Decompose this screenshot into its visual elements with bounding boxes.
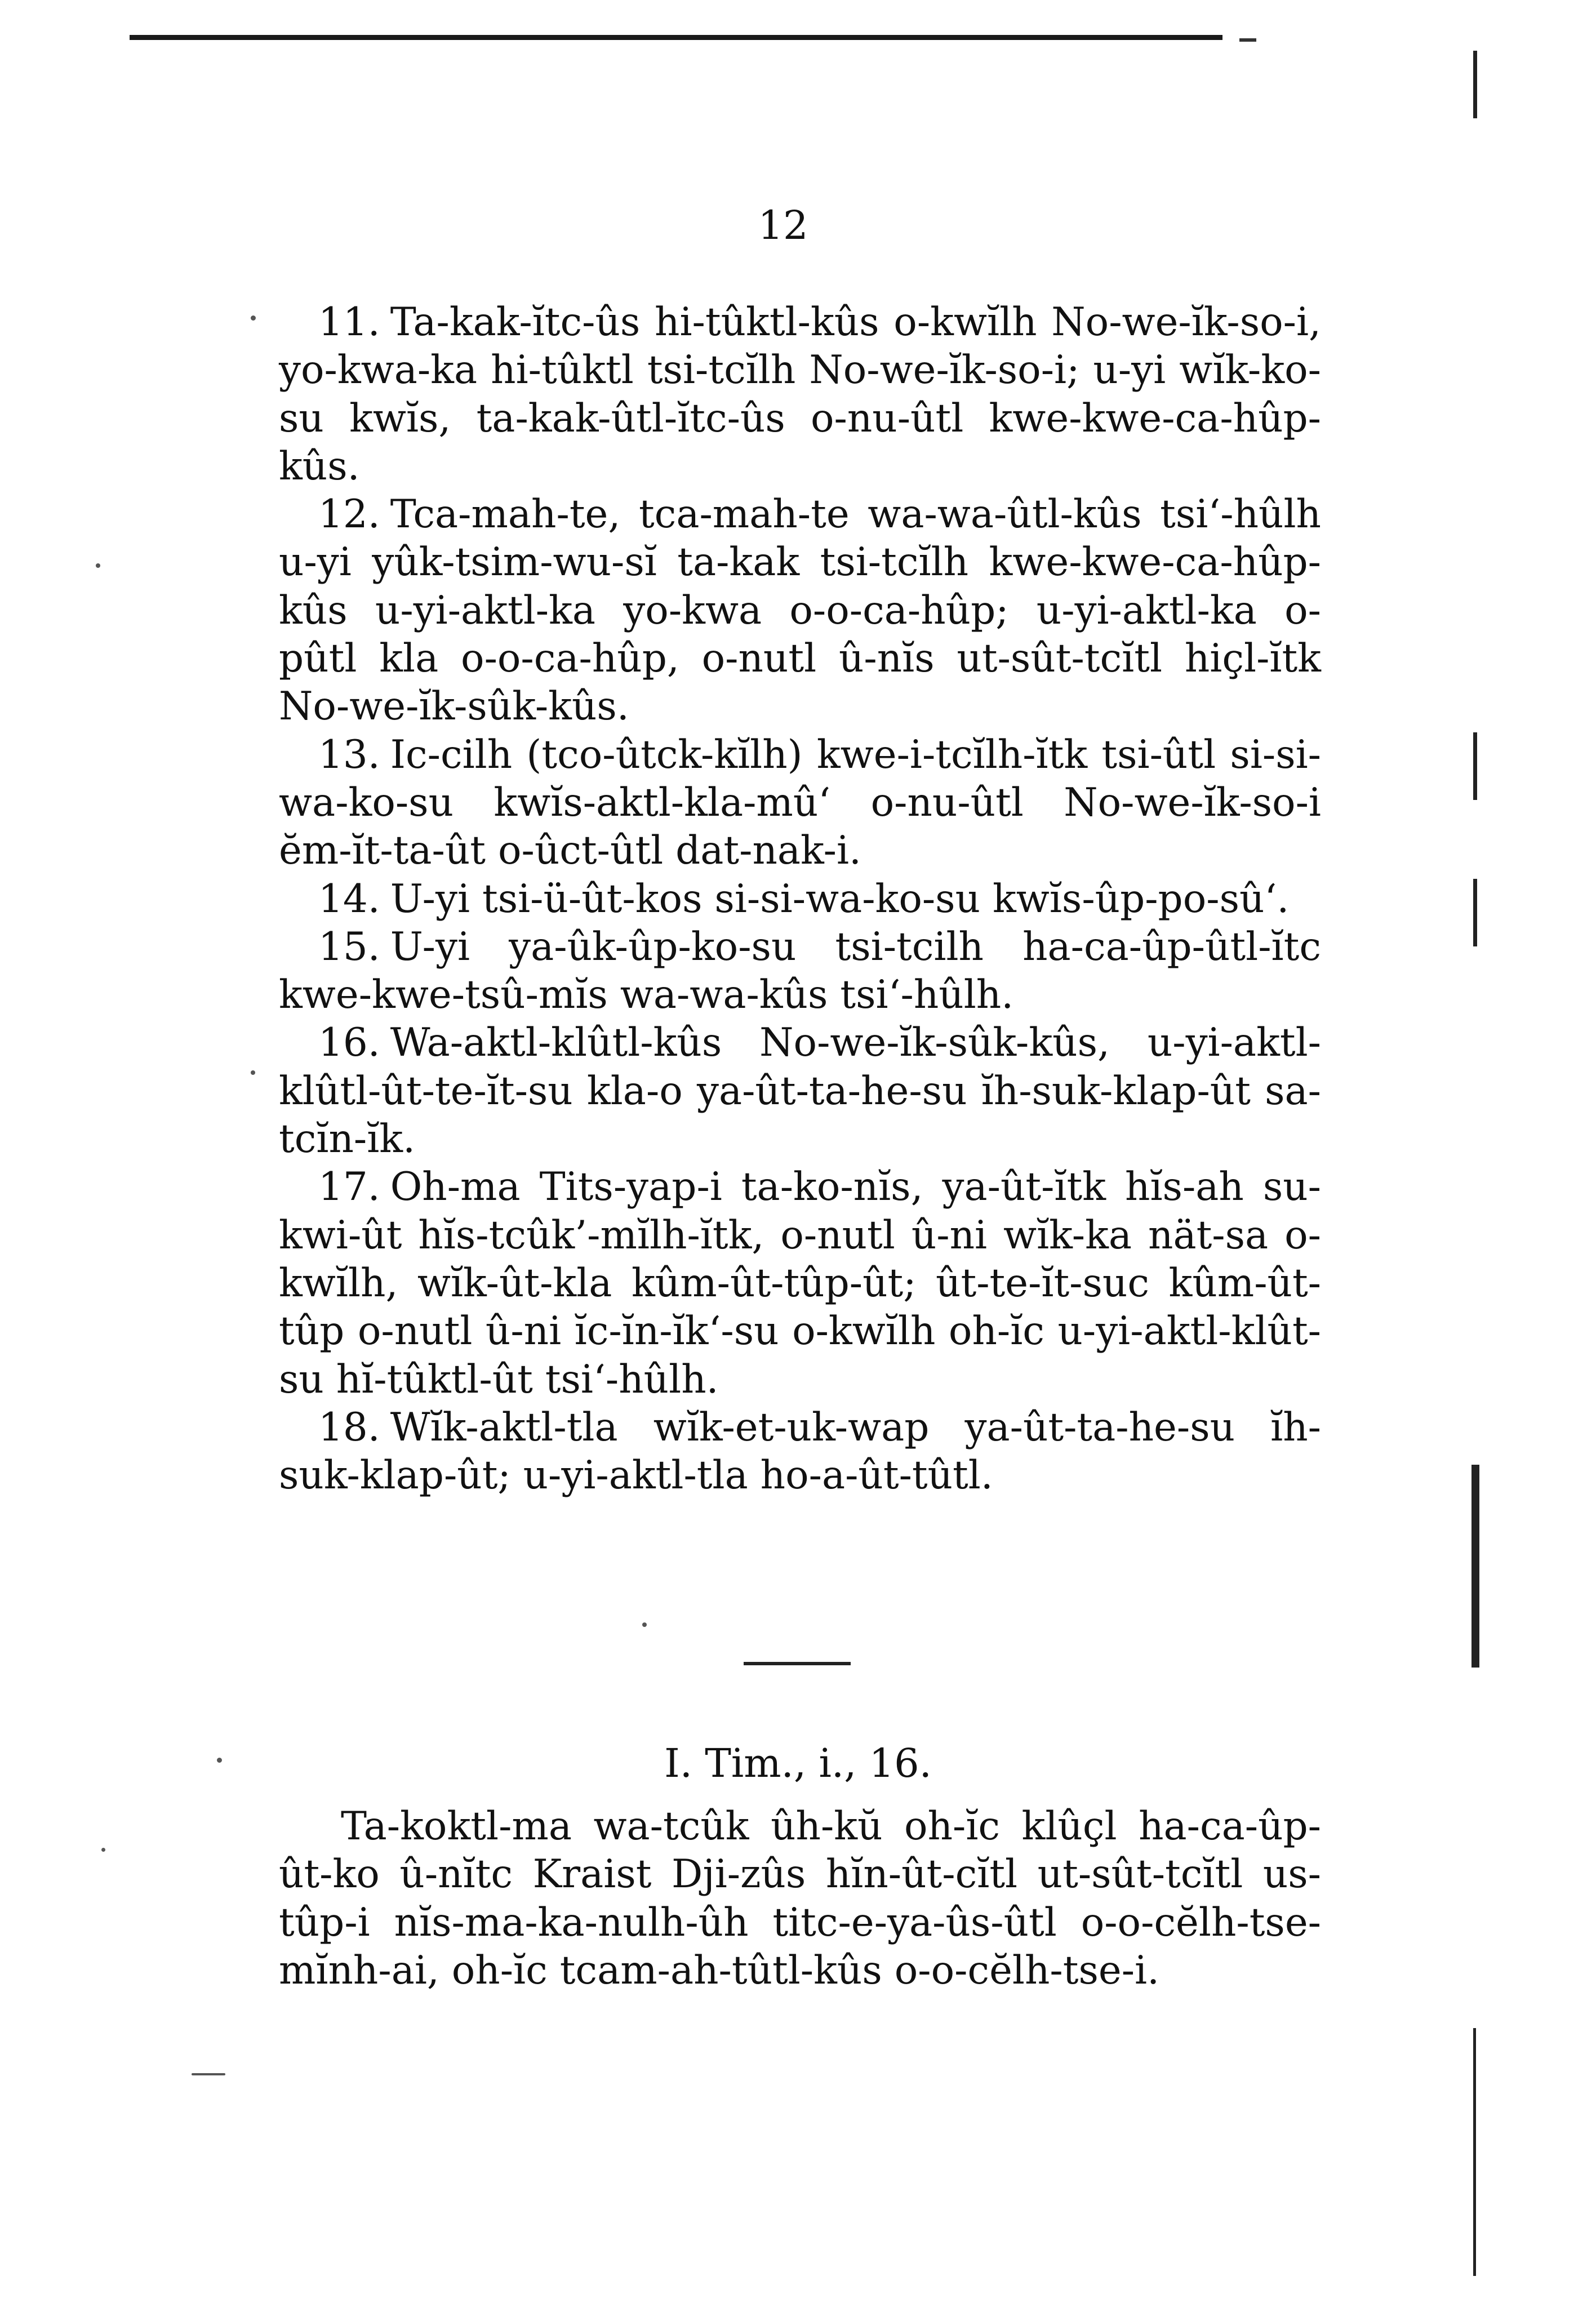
closing-passage [279,1803,1321,1995]
print-speck [192,2073,225,2075]
print-speck [101,1848,105,1852]
verse-text: Wĭk-aktl-tla wĭk-et-uk-wap ya-ût-ta-he-su ĭh-suk-klap-ût; u-yi-aktl-tla ho-a-ût-tûtl. [279,1404,1321,1499]
verse-text: Wa-aktl-klûtl-kûs No-we-ĭk-sûk-kûs, u-yi-aktl-klûtl-ût-te-ĭt-su kla-o ya-ût-ta-he-su ĭh-suk-klap-ût sa-tcĭn-ĭk. [279,1020,1321,1162]
verse-number: 14. [318,876,380,922]
page-edge-mark [1471,1465,1479,1668]
verse-text: Ic-cilh (tco-ûtck-kĭlh) kwe-i-tcĭlh-ĭtk tsi-ûtl si-si-wa-ko-su kwĭs-aktl-kla-mû‘ o-nu-ûtl No-we-ĭk-so-i ĕm-ĭt-ta-ût o-ûct-ûtl dat-nak-i. [279,732,1321,874]
verse-number: 18. [318,1404,380,1450]
page-edge-mark [1473,2028,1476,2276]
verse-text: Oh-ma Tits-yap-i ta-ko-nĭs, ya-ût-ĭtk hĭs-ah su-kwi-ût hĭs-tcûk’-mĭlh-ĭtk, o-nutl û-ni wĭk-ka nät-sa o-kwĭlh, wĭk-ût-kla kûm-ût-tûp-ût; ût-te-ĭt-suc kûm-ût-tûp o-nutl û-ni ĭc-ĭn-ĭk‘-su o-kwĭlh oh-ĭc u-yi-aktl-klût-su hĭ-tûktl-ût tsi‘-hûlh. [279,1164,1321,1402]
verse-number: 12. [318,492,380,537]
verse [279,1404,1321,1500]
section-divider [744,1662,851,1665]
verse-number: 16. [318,1020,380,1066]
closing-text: Ta-koktl-ma wa-tcûk ûh-kŭ oh-ĭc klûçl ha-ca-ûp-ût-ko û-nĭtc Kraist Dji-zûs hĭn-ût-cĭtl ut-sût-tcĭtl us-tûp-i nĭs-ma-ka-nulh-ûh titc-e-ya-ûs-ûtl o-o-cĕlh-tse-mĭnh-ai, oh-ĭc tcam-ah-tûtl-kûs o-o-cĕlh-tse-i. [279,1804,1321,1993]
print-speck [251,315,256,321]
print-speck [251,1070,255,1075]
print-speck [96,563,100,568]
top-rule [130,35,1222,40]
verse-text: Tca-mah-te, tca-mah-te wa-wa-ûtl-kûs tsi‘-hûlh u-yi yûk-tsim-wu-sĭ ta-kak tsi-tcĭlh kwe-kwe-ca-hûp-kûs u-yi-aktl-ka yo-kwa o-o-ca-hûp; u-yi-aktl-ka o-pûtl kla o-o-ca-hûp, o-nutl û-nĭs ut-sût-tcĭtl hiçl-ĭtk No-we-ĭk-sûk-kûs. [279,492,1321,730]
verse-number: 15. [318,924,380,970]
top-rule-fragment [1239,38,1256,42]
verse-number: 11. [318,300,380,345]
verse [279,875,1321,923]
verse-text: U-yi tsi-ü-ût-kos si-si-wa-ko-su kwĭs-ûp-po-sû‘. [390,876,1290,922]
verse [279,923,1321,1020]
verse-number: 13. [318,732,380,777]
print-speck [217,1758,222,1763]
page-edge-mark [1473,732,1477,800]
page-edge-mark [1473,51,1477,118]
verse [279,491,1321,731]
verse [279,731,1321,875]
verse [279,1019,1321,1163]
print-speck [642,1622,647,1627]
page-number: 12 [758,202,808,248]
verse-text: Ta-kak-ĭtc-ûs hi-tûktl-kûs o-kwĭlh No-we-ĭk-so-i, yo-kwa-ka hi-tûktl tsi-tcĭlh No-we-ĭk-so-i; u-yi wĭk-ko-su kwĭs, ta-kak-ûtl-ĭtc-ûs o-nu-ûtl kwe-kwe-ca-hûp-kûs. [279,300,1321,489]
verse [279,299,1321,491]
section-heading: I. Tim., i., 16. [664,1740,932,1786]
verse-number: 17. [318,1164,380,1210]
page-edge-mark [1473,879,1477,946]
verse [279,1163,1321,1403]
verse-text: U-yi ya-ûk-ûp-ko-su tsi-tcilh ha-ca-ûp-ûtl-ĭtc kwe-kwe-tsû-mĭs wa-wa-kûs tsi‘-hûlh. [279,924,1321,1018]
verse-list [279,299,1321,1500]
